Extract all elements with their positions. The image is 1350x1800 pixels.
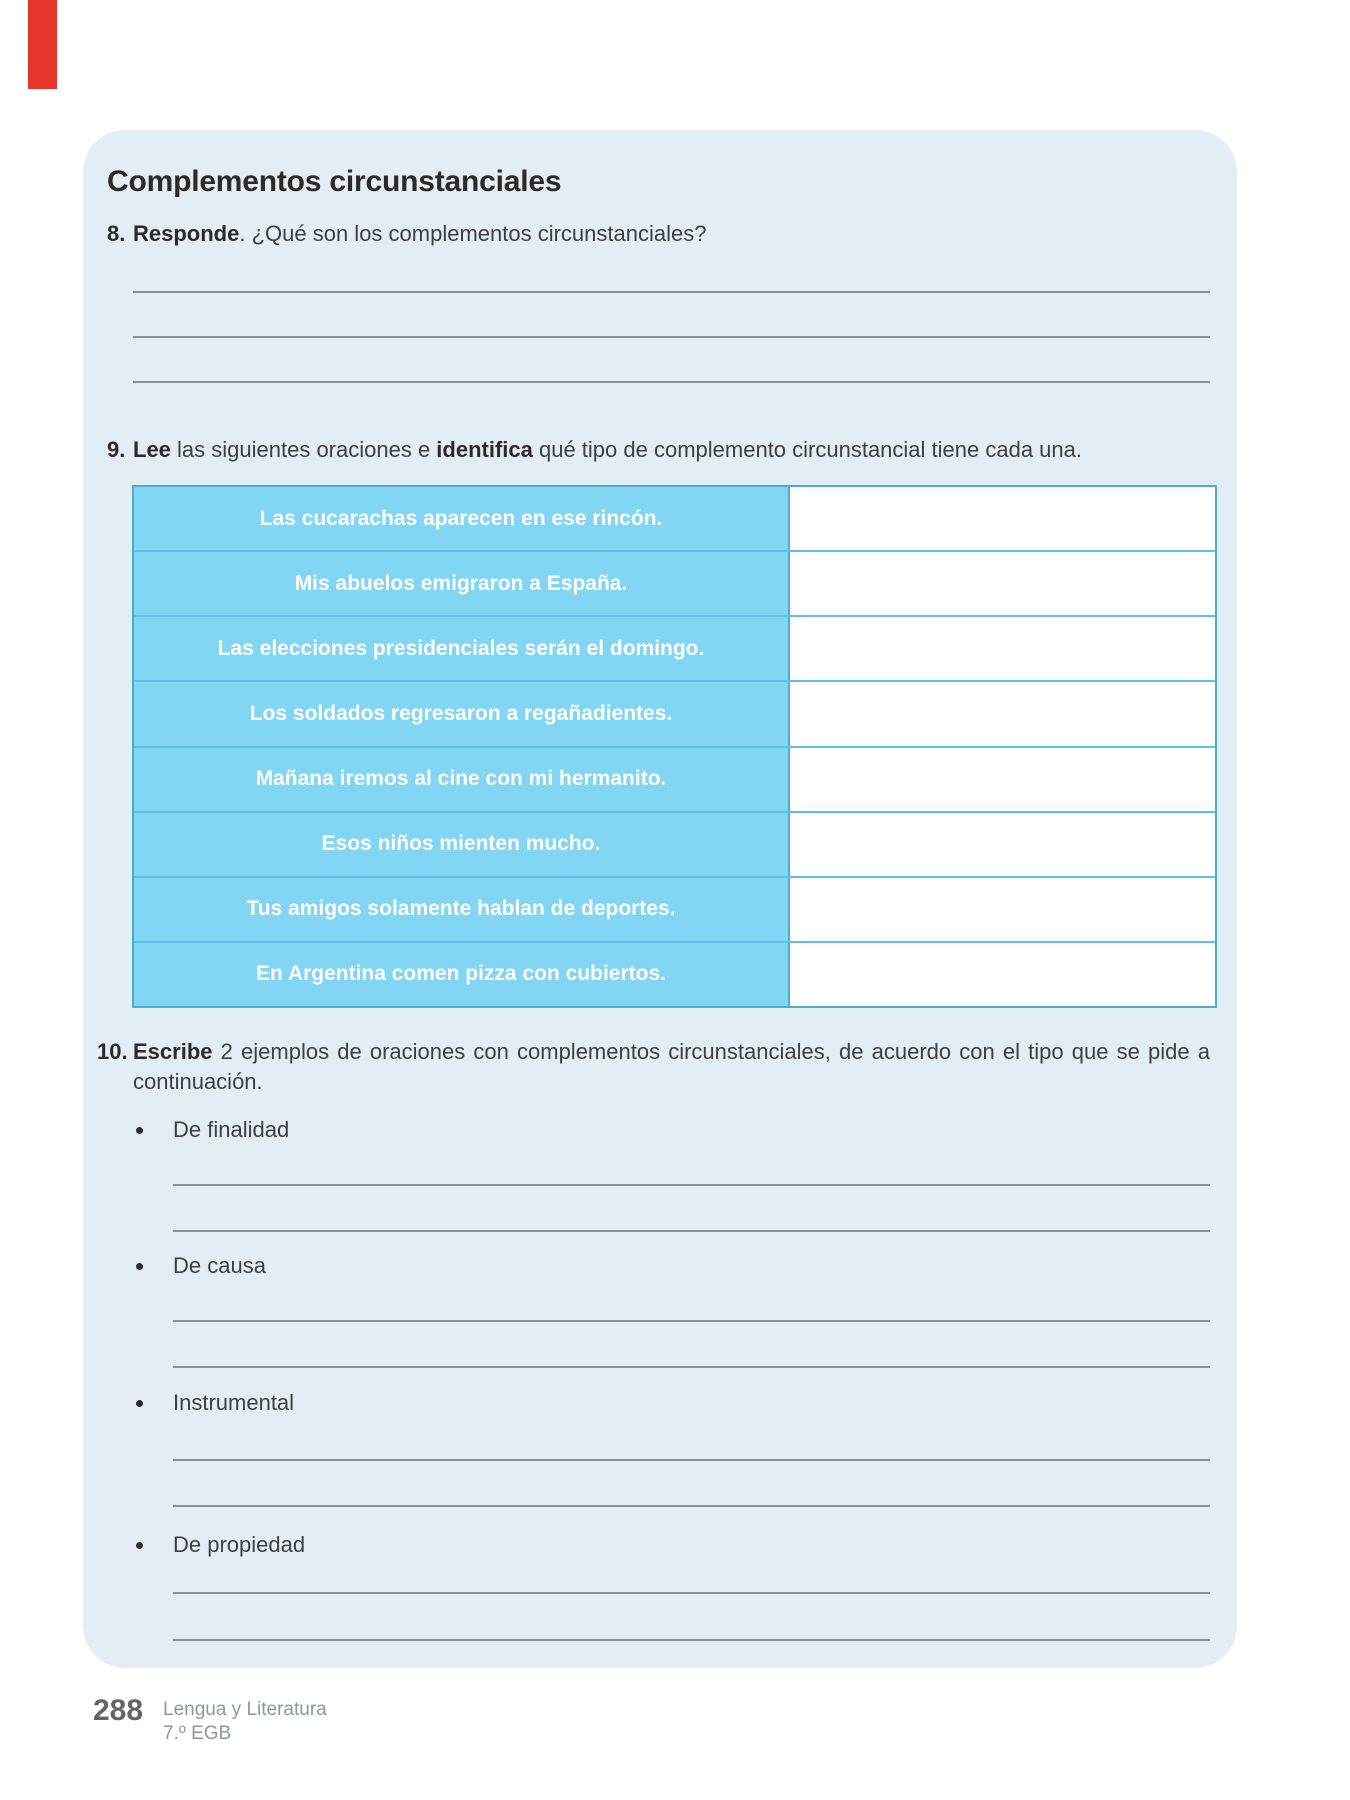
exercise-9 [107, 435, 1217, 465]
exercise-10-verb: Escribe [133, 1039, 213, 1064]
sentence-table [132, 485, 1217, 1008]
bullet-item-causa: De causa [173, 1253, 266, 1278]
answer-cell[interactable] [790, 943, 1215, 1006]
sentence-cell: En Argentina comen pizza con cubiertos. [134, 943, 790, 1006]
bullet-item-instrumental: Instrumental [173, 1390, 295, 1415]
exercise-10 [97, 1037, 1210, 1097]
answer-line[interactable] [173, 1184, 1210, 1186]
sentence-cell: Mañana iremos al cine con mi hermanito. [134, 748, 790, 811]
section-title: Complementos circunstanciales [107, 165, 562, 199]
table-row [134, 680, 1215, 745]
table-row [134, 615, 1215, 680]
exercise-9-text: qué tipo de complemento circunstancial tiene cada una. [532, 437, 1082, 462]
answer-cell[interactable] [790, 813, 1215, 876]
sentence-cell: Esos niños mienten mucho. [134, 813, 790, 876]
exercise-8-verb: Responde [133, 221, 240, 246]
exercise-10-text: 2 ejemplos de oraciones con complementos circunstanciales, de acuerdo con el tipo que se pide a continuación. [133, 1039, 1210, 1094]
answer-cell[interactable] [790, 748, 1215, 811]
answer-cell[interactable] [790, 878, 1215, 941]
exercise-10-instruction [97, 1037, 1210, 1097]
answer-line[interactable] [173, 1505, 1210, 1507]
table-row [134, 550, 1215, 615]
book-grade: 7.º EGB [163, 1723, 232, 1744]
book-subject: Lengua y Literatura [163, 1699, 327, 1720]
exercise-8-instruction [107, 219, 1210, 249]
sentence-cell: Las cucarachas aparecen en ese rincón. [134, 487, 790, 550]
answer-cell[interactable] [790, 487, 1215, 550]
exercise-8 [107, 219, 1210, 249]
exercise-9-text: las siguientes oraciones e [170, 437, 437, 462]
answer-cell[interactable] [790, 682, 1215, 745]
table-row [134, 811, 1215, 876]
exercise-9-number: 9. [107, 437, 126, 462]
bullet-icon [136, 1263, 143, 1270]
answer-line[interactable] [173, 1639, 1210, 1641]
answer-line[interactable] [133, 336, 1210, 338]
exercise-10-number: 10. [97, 1039, 128, 1064]
exercise-9-verb-2: identifica [436, 437, 533, 462]
book-series [163, 1698, 327, 1746]
answer-line[interactable] [173, 1230, 1210, 1232]
answer-line[interactable] [173, 1459, 1210, 1461]
exercise-9-instruction [107, 435, 1217, 465]
table-row [134, 876, 1215, 941]
answer-line[interactable] [173, 1592, 1210, 1594]
page-number: 288 [93, 1694, 144, 1727]
answer-cell[interactable] [790, 552, 1215, 615]
exercise-9-verb: Lee [133, 437, 171, 462]
bullet-icon [136, 1400, 143, 1407]
sentence-cell: Mis abuelos emigraron a España. [134, 552, 790, 615]
table-row [134, 487, 1215, 550]
exercise-8-text: . ¿Qué son los complementos circunstanciales? [239, 221, 707, 246]
sentence-cell: Los soldados regresaron a regañadientes. [134, 682, 790, 745]
exercise-8-number: 8. [107, 221, 126, 246]
bullet-item-propiedad: De propiedad [173, 1532, 306, 1557]
bullet-item-finalidad: De finalidad [173, 1117, 290, 1142]
table-row [134, 941, 1215, 1006]
sentence-cell: Las elecciones presidenciales serán el domingo. [134, 617, 790, 680]
page-edge-tab [28, 0, 57, 89]
answer-line[interactable] [173, 1320, 1210, 1322]
answer-cell[interactable] [790, 617, 1215, 680]
answer-line[interactable] [133, 381, 1210, 383]
sentence-cell: Tus amigos solamente hablan de deportes. [134, 878, 790, 941]
table-row [134, 746, 1215, 811]
bullet-icon [136, 1542, 143, 1549]
answer-line[interactable] [173, 1366, 1210, 1368]
bullet-icon [136, 1127, 143, 1134]
answer-line[interactable] [133, 291, 1210, 293]
